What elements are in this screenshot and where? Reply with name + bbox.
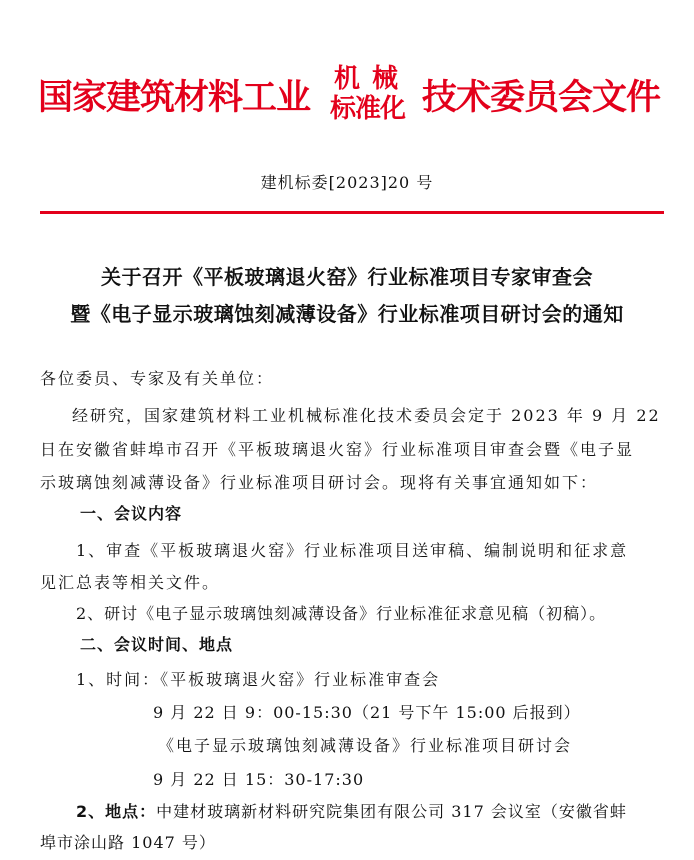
place-line-2: 埠市涂山路 1047 号） bbox=[40, 833, 216, 852]
title-line-1: 关于召开《平板玻璃退火窑》行业标准项目专家审查会 bbox=[101, 265, 593, 289]
section-2-heading: 二、会议时间、地点 bbox=[80, 635, 234, 654]
intro-line-2: 日在安徽省蚌埠市召开《平板玻璃退火窑》行业标准项目审查会暨《电子显 bbox=[40, 440, 635, 459]
masthead-left-text: 国家建筑材料工业 bbox=[38, 78, 311, 118]
intro-line-1: 经研究，国家建筑材料工业机械标准化技术委员会定于 2023 年 9 月 22 bbox=[72, 406, 661, 425]
time-label: 1、时间：《平板玻璃退火窑》行业标准审查会 bbox=[76, 670, 441, 689]
section-1-heading: 一、会议内容 bbox=[80, 504, 183, 523]
masthead-stacked-text bbox=[330, 64, 412, 124]
masthead-stack-bottom: 标准化 bbox=[330, 94, 406, 124]
item-1-line-2: 见汇总表等相关文件。 bbox=[40, 573, 221, 592]
place-label: 2、地点： bbox=[76, 802, 157, 821]
time-2: 9 月 22 日 15：30-17:30 bbox=[153, 770, 365, 789]
masthead-stack-top: 机械 bbox=[334, 64, 411, 94]
salutation: 各位委员、专家及有关单位： bbox=[40, 369, 275, 388]
red-divider bbox=[40, 211, 664, 214]
document-number: 建机标委[2023]20 号 bbox=[260, 173, 434, 192]
item-2: 2、研讨《电子显示玻璃蚀刻减薄设备》行业标准征求意见稿（初稿）。 bbox=[76, 604, 607, 623]
meeting-2-name: 《电子显示玻璃蚀刻减薄设备》行业标准项目研讨会 bbox=[158, 736, 573, 755]
place-text-1: 中建材玻璃新材料研究院集团有限公司 317 会议室（安徽省蚌 bbox=[156, 802, 627, 821]
masthead-right-text: 技术委员会文件 bbox=[422, 78, 661, 118]
document-masthead bbox=[38, 64, 663, 136]
item-1-line-1: 1、审查《平板玻璃退火窑》行业标准项目送审稿、编制说明和征求意 bbox=[76, 541, 629, 560]
place-line-1 bbox=[40, 799, 694, 822]
intro-line-3: 示玻璃蚀刻减薄设备》行业标准项目研讨会。现将有关事宜通知如下： bbox=[40, 473, 599, 492]
time-1: 9 月 22 日 9：00-15:30（21 号下午 15:00 后报到） bbox=[153, 703, 581, 722]
title-line-2: 暨《电子显示玻璃蚀刻减薄设备》行业标准项目研讨会的通知 bbox=[70, 302, 624, 326]
